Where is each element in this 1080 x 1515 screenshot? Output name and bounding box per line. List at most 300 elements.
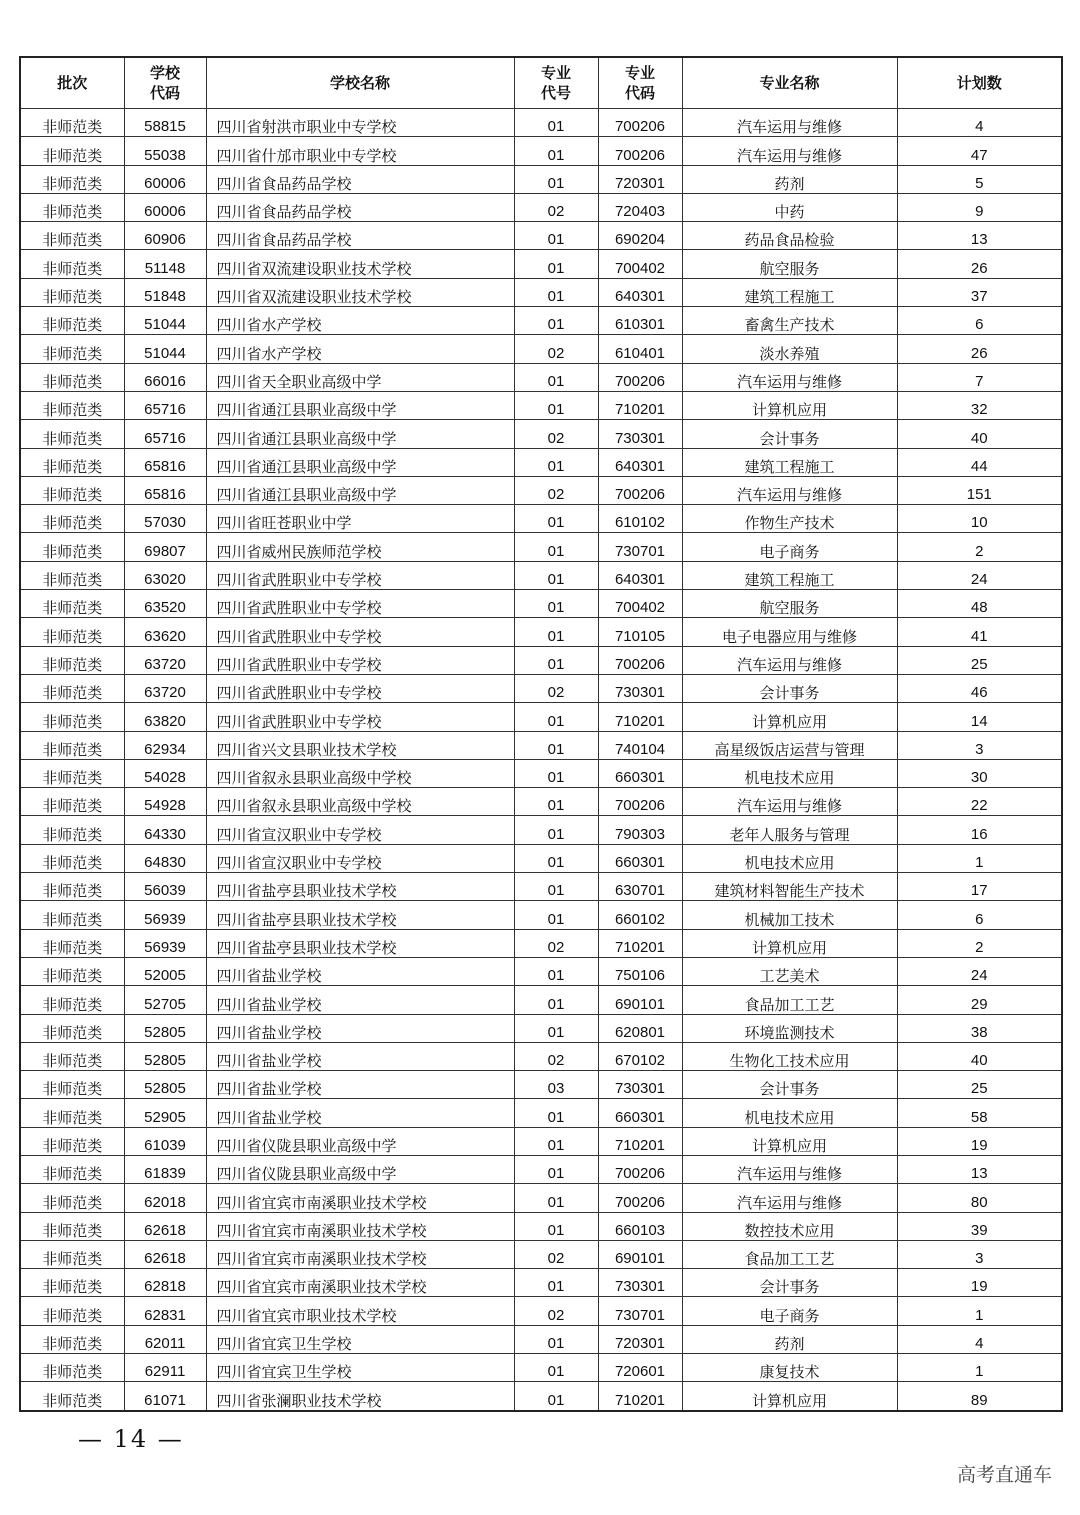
table-row [20,901,1062,929]
school-name-cell: 四川省盐业学校 [206,1014,514,1042]
school-code-cell: 58815 [124,109,206,137]
school-name-cell: 四川省兴文县职业技术学校 [206,731,514,759]
major-code-cell: 750106 [598,957,682,985]
major-name-cell: 机电技术应用 [682,844,897,872]
school-name-cell: 四川省双流建设职业技术学校 [206,278,514,306]
major-number-cell: 01 [514,561,598,589]
school-code-cell: 64330 [124,816,206,844]
major-code-cell: 660301 [598,1099,682,1127]
school-code-cell: 63720 [124,646,206,674]
major-name-cell: 建筑工程施工 [682,561,897,589]
batch-cell: 非师范类 [20,165,124,193]
school-name-cell: 四川省仪陇县职业高级中学 [206,1155,514,1183]
table-row [20,420,1062,448]
batch-cell: 非师范类 [20,250,124,278]
school-code-cell: 55038 [124,137,206,165]
plan-count-cell: 3 [897,731,1062,759]
major-code-cell: 640301 [598,278,682,306]
school-name-cell: 四川省武胜职业中专学校 [206,618,514,646]
major-name-cell: 会计事务 [682,674,897,702]
major-number-cell: 01 [514,957,598,985]
plan-count-cell: 80 [897,1184,1062,1212]
major-name-cell: 康复技术 [682,1354,897,1382]
batch-cell: 非师范类 [20,788,124,816]
table-row [20,731,1062,759]
table-row [20,476,1062,504]
school-code-cell: 64830 [124,844,206,872]
school-code-cell: 65716 [124,420,206,448]
batch-cell: 非师范类 [20,1269,124,1297]
batch-cell: 非师范类 [20,533,124,561]
plan-count-cell: 6 [897,307,1062,335]
page-number: — 14 — [78,1425,184,1453]
batch-cell: 非师范类 [20,759,124,787]
major-number-cell: 02 [514,335,598,363]
school-code-cell: 62934 [124,731,206,759]
table-header-row [20,57,1062,109]
school-name-cell: 四川省食品药品学校 [206,193,514,221]
plan-count-cell: 2 [897,533,1062,561]
school-name-cell: 四川省宜宾卫生学校 [206,1325,514,1353]
school-name-cell: 四川省武胜职业中专学校 [206,703,514,731]
major-code-cell: 720601 [598,1354,682,1382]
major-code-cell: 730301 [598,1269,682,1297]
batch-cell: 非师范类 [20,1155,124,1183]
batch-cell: 非师范类 [20,1184,124,1212]
table-row [20,307,1062,335]
major-code-cell: 660301 [598,844,682,872]
major-number-cell: 01 [514,137,598,165]
table-row [20,1127,1062,1155]
major-name-cell: 电子商务 [682,533,897,561]
major-name-cell: 计算机应用 [682,1127,897,1155]
school-code-cell: 62911 [124,1354,206,1382]
batch-cell: 非师范类 [20,137,124,165]
major-number-cell: 03 [514,1071,598,1099]
plan-count-cell: 6 [897,901,1062,929]
plan-count-cell: 4 [897,1325,1062,1353]
school-name-cell: 四川省宜宾卫生学校 [206,1354,514,1382]
school-code-cell: 60906 [124,222,206,250]
major-code-cell: 700206 [598,1184,682,1212]
table-row [20,1212,1062,1240]
major-name-cell: 计算机应用 [682,1382,897,1411]
major-name-cell: 建筑材料智能生产技术 [682,873,897,901]
plan-count-cell: 1 [897,1297,1062,1325]
plan-count-cell: 41 [897,618,1062,646]
table-row [20,1382,1062,1411]
school-code-cell: 61071 [124,1382,206,1411]
batch-cell: 非师范类 [20,703,124,731]
major-number-cell: 01 [514,1014,598,1042]
major-name-cell: 汽车运用与维修 [682,788,897,816]
school-code-cell: 52805 [124,1042,206,1070]
school-code-cell: 56939 [124,929,206,957]
table-row [20,448,1062,476]
table-row [20,1071,1062,1099]
table-row [20,533,1062,561]
school-name-cell: 四川省张澜职业技术学校 [206,1382,514,1411]
school-code-cell: 62618 [124,1240,206,1268]
plan-count-cell: 40 [897,1042,1062,1070]
plan-count-cell: 1 [897,844,1062,872]
school-name-cell: 四川省通江县职业高级中学 [206,448,514,476]
major-name-cell: 计算机应用 [682,929,897,957]
major-name-cell: 航空服务 [682,250,897,278]
batch-cell: 非师范类 [20,363,124,391]
table-row [20,193,1062,221]
table-row [20,561,1062,589]
major-number-cell: 01 [514,165,598,193]
major-name-cell: 数控技术应用 [682,1212,897,1240]
major-code-cell: 620801 [598,1014,682,1042]
batch-cell: 非师范类 [20,1014,124,1042]
major-code-cell: 700206 [598,1155,682,1183]
major-code-cell: 710105 [598,618,682,646]
major-name-cell: 建筑工程施工 [682,278,897,306]
table-row [20,335,1062,363]
header-major-name: 专业名称 [682,57,897,109]
school-name-cell: 四川省水产学校 [206,335,514,363]
batch-cell: 非师范类 [20,590,124,618]
major-name-cell: 会计事务 [682,1071,897,1099]
watermark-text: 高考直通车 [956,1464,1052,1486]
major-code-cell: 660103 [598,1212,682,1240]
batch-cell: 非师范类 [20,1212,124,1240]
major-code-cell: 730301 [598,1071,682,1099]
major-name-cell: 老年人服务与管理 [682,816,897,844]
plan-count-cell: 37 [897,278,1062,306]
batch-cell: 非师范类 [20,278,124,306]
batch-cell: 非师范类 [20,420,124,448]
batch-cell: 非师范类 [20,1240,124,1268]
plan-count-cell: 38 [897,1014,1062,1042]
school-name-cell: 四川省宜宾市南溪职业技术学校 [206,1212,514,1240]
major-name-cell: 机电技术应用 [682,759,897,787]
school-name-cell: 四川省武胜职业中专学校 [206,590,514,618]
major-number-cell: 01 [514,448,598,476]
table-row [20,363,1062,391]
school-name-cell: 四川省盐业学校 [206,986,514,1014]
plan-count-cell: 32 [897,391,1062,419]
major-code-cell: 700402 [598,250,682,278]
major-name-cell: 会计事务 [682,1269,897,1297]
batch-cell: 非师范类 [20,929,124,957]
school-name-cell: 四川省通江县职业高级中学 [206,391,514,419]
major-code-cell: 700206 [598,476,682,504]
school-name-cell: 四川省盐亭县职业技术学校 [206,901,514,929]
major-name-cell: 电子商务 [682,1297,897,1325]
plan-count-cell: 58 [897,1099,1062,1127]
table-row [20,1269,1062,1297]
school-code-cell: 65816 [124,476,206,504]
school-name-cell: 四川省宜宾市南溪职业技术学校 [206,1269,514,1297]
school-name-cell: 四川省仪陇县职业高级中学 [206,1127,514,1155]
school-name-cell: 四川省食品药品学校 [206,165,514,193]
major-number-cell: 01 [514,1127,598,1155]
plan-count-cell: 44 [897,448,1062,476]
major-name-cell: 汽车运用与维修 [682,109,897,137]
school-name-cell: 四川省宜宾市南溪职业技术学校 [206,1184,514,1212]
major-number-cell: 01 [514,533,598,561]
header-school-name: 学校名称 [206,57,514,109]
batch-cell: 非师范类 [20,448,124,476]
table-row [20,250,1062,278]
major-code-cell: 640301 [598,448,682,476]
batch-cell: 非师范类 [20,646,124,674]
major-code-cell: 790303 [598,816,682,844]
batch-cell: 非师范类 [20,1099,124,1127]
major-name-cell: 高星级饭店运营与管理 [682,731,897,759]
header-school-code: 学校 代码 [124,57,206,109]
table-row [20,1155,1062,1183]
batch-cell: 非师范类 [20,731,124,759]
major-number-cell: 01 [514,590,598,618]
table-row [20,986,1062,1014]
plan-count-cell: 7 [897,363,1062,391]
batch-cell: 非师范类 [20,391,124,419]
major-name-cell: 航空服务 [682,590,897,618]
major-code-cell: 670102 [598,1042,682,1070]
major-code-cell: 700206 [598,788,682,816]
major-name-cell: 食品加工工艺 [682,986,897,1014]
school-code-cell: 69807 [124,533,206,561]
plan-count-cell: 1 [897,1354,1062,1382]
major-name-cell: 中药 [682,193,897,221]
major-number-cell: 01 [514,505,598,533]
table-row [20,1240,1062,1268]
plan-count-cell: 3 [897,1240,1062,1268]
plan-count-cell: 14 [897,703,1062,731]
table-row [20,646,1062,674]
table-row [20,1354,1062,1382]
table-row [20,703,1062,731]
batch-cell: 非师范类 [20,1354,124,1382]
plan-count-cell: 30 [897,759,1062,787]
school-code-cell: 62011 [124,1325,206,1353]
plan-count-cell: 22 [897,788,1062,816]
plan-count-cell: 26 [897,335,1062,363]
batch-cell: 非师范类 [20,1297,124,1325]
batch-cell: 非师范类 [20,1071,124,1099]
major-code-cell: 610401 [598,335,682,363]
batch-cell: 非师范类 [20,109,124,137]
batch-cell: 非师范类 [20,505,124,533]
plan-count-cell: 48 [897,590,1062,618]
major-number-cell: 01 [514,1269,598,1297]
school-code-cell: 51044 [124,307,206,335]
batch-cell: 非师范类 [20,222,124,250]
school-code-cell: 52905 [124,1099,206,1127]
major-code-cell: 610102 [598,505,682,533]
school-name-cell: 四川省食品药品学校 [206,222,514,250]
batch-cell: 非师范类 [20,1042,124,1070]
school-code-cell: 61039 [124,1127,206,1155]
plan-count-cell: 24 [897,561,1062,589]
header-batch: 批次 [20,57,124,109]
major-code-cell: 720301 [598,165,682,193]
school-name-cell: 四川省盐业学校 [206,1071,514,1099]
major-name-cell: 汽车运用与维修 [682,1184,897,1212]
school-code-cell: 62618 [124,1212,206,1240]
table-row [20,137,1062,165]
school-name-cell: 四川省盐亭县职业技术学校 [206,873,514,901]
major-number-cell: 01 [514,703,598,731]
major-name-cell: 计算机应用 [682,391,897,419]
table-row [20,222,1062,250]
major-number-cell: 01 [514,816,598,844]
school-code-cell: 65716 [124,391,206,419]
major-number-cell: 01 [514,873,598,901]
school-code-cell: 56039 [124,873,206,901]
major-number-cell: 02 [514,193,598,221]
major-name-cell: 汽车运用与维修 [682,476,897,504]
school-name-cell: 四川省射洪市职业中专学校 [206,109,514,137]
table-row [20,873,1062,901]
major-name-cell: 机械加工技术 [682,901,897,929]
school-code-cell: 52705 [124,986,206,1014]
major-number-cell: 01 [514,363,598,391]
school-code-cell: 57030 [124,505,206,533]
plan-count-cell: 17 [897,873,1062,901]
major-number-cell: 02 [514,929,598,957]
major-number-cell: 01 [514,1382,598,1411]
major-code-cell: 700206 [598,109,682,137]
major-number-cell: 02 [514,476,598,504]
batch-cell: 非师范类 [20,844,124,872]
table-row [20,674,1062,702]
major-name-cell: 淡水养殖 [682,335,897,363]
batch-cell: 非师范类 [20,618,124,646]
table-row [20,505,1062,533]
school-code-cell: 60006 [124,165,206,193]
school-name-cell: 四川省通江县职业高级中学 [206,476,514,504]
school-name-cell: 四川省宜宾市南溪职业技术学校 [206,1240,514,1268]
plan-count-cell: 89 [897,1382,1062,1411]
table-row [20,788,1062,816]
plan-count-cell: 10 [897,505,1062,533]
major-code-cell: 720301 [598,1325,682,1353]
major-name-cell: 工艺美术 [682,957,897,985]
plan-count-cell: 9 [897,193,1062,221]
plan-count-cell: 46 [897,674,1062,702]
school-name-cell: 四川省宣汉职业中专学校 [206,844,514,872]
major-number-cell: 01 [514,109,598,137]
table-row [20,1297,1062,1325]
enrollment-plan-table-container [19,56,1061,1412]
major-number-cell: 01 [514,222,598,250]
major-name-cell: 药剂 [682,165,897,193]
table-row [20,165,1062,193]
major-number-cell: 02 [514,1042,598,1070]
major-code-cell: 700206 [598,363,682,391]
plan-count-cell: 24 [897,957,1062,985]
school-code-cell: 62018 [124,1184,206,1212]
batch-cell: 非师范类 [20,816,124,844]
school-name-cell: 四川省叙永县职业高级中学校 [206,759,514,787]
major-name-cell: 会计事务 [682,420,897,448]
plan-count-cell: 19 [897,1269,1062,1297]
school-code-cell: 63020 [124,561,206,589]
major-number-cell: 01 [514,844,598,872]
header-major-number: 专业 代号 [514,57,598,109]
table-row [20,1042,1062,1070]
table-row [20,109,1062,137]
major-code-cell: 660301 [598,759,682,787]
major-code-cell: 700402 [598,590,682,618]
plan-count-cell: 25 [897,1071,1062,1099]
major-name-cell: 建筑工程施工 [682,448,897,476]
plan-count-cell: 5 [897,165,1062,193]
school-name-cell: 四川省什邡市职业中专学校 [206,137,514,165]
school-code-cell: 54928 [124,788,206,816]
batch-cell: 非师范类 [20,335,124,363]
major-name-cell: 生物化工技术应用 [682,1042,897,1070]
school-name-cell: 四川省双流建设职业技术学校 [206,250,514,278]
table-row [20,1014,1062,1042]
major-number-cell: 01 [514,901,598,929]
school-code-cell: 51148 [124,250,206,278]
major-code-cell: 730701 [598,1297,682,1325]
major-number-cell: 01 [514,618,598,646]
school-code-cell: 60006 [124,193,206,221]
major-code-cell: 640301 [598,561,682,589]
school-name-cell: 四川省天全职业高级中学 [206,363,514,391]
school-name-cell: 四川省通江县职业高级中学 [206,420,514,448]
enrollment-plan-table [19,56,1063,1412]
major-name-cell: 机电技术应用 [682,1099,897,1127]
school-name-cell: 四川省武胜职业中专学校 [206,646,514,674]
school-code-cell: 61839 [124,1155,206,1183]
major-code-cell: 730701 [598,533,682,561]
school-code-cell: 52805 [124,1014,206,1042]
major-code-cell: 720403 [598,193,682,221]
major-number-cell: 01 [514,250,598,278]
major-number-cell: 01 [514,1325,598,1353]
school-name-cell: 四川省盐业学校 [206,1042,514,1070]
school-name-cell: 四川省叙永县职业高级中学校 [206,788,514,816]
batch-cell: 非师范类 [20,986,124,1014]
plan-count-cell: 39 [897,1212,1062,1240]
major-name-cell: 汽车运用与维修 [682,1155,897,1183]
school-name-cell: 四川省旺苍职业中学 [206,505,514,533]
plan-count-cell: 40 [897,420,1062,448]
table-row [20,929,1062,957]
major-code-cell: 710201 [598,1382,682,1411]
batch-cell: 非师范类 [20,873,124,901]
plan-count-cell: 13 [897,222,1062,250]
major-code-cell: 710201 [598,391,682,419]
table-row [20,1325,1062,1353]
major-number-cell: 01 [514,986,598,1014]
major-name-cell: 环境监测技术 [682,1014,897,1042]
batch-cell: 非师范类 [20,1127,124,1155]
major-code-cell: 610301 [598,307,682,335]
school-code-cell: 52005 [124,957,206,985]
school-code-cell: 51848 [124,278,206,306]
school-name-cell: 四川省盐业学校 [206,957,514,985]
major-code-cell: 740104 [598,731,682,759]
table-row [20,957,1062,985]
major-code-cell: 690204 [598,222,682,250]
major-code-cell: 710201 [598,929,682,957]
plan-count-cell: 47 [897,137,1062,165]
plan-count-cell: 2 [897,929,1062,957]
major-number-cell: 01 [514,759,598,787]
table-row [20,590,1062,618]
batch-cell: 非师范类 [20,193,124,221]
major-code-cell: 700206 [598,137,682,165]
